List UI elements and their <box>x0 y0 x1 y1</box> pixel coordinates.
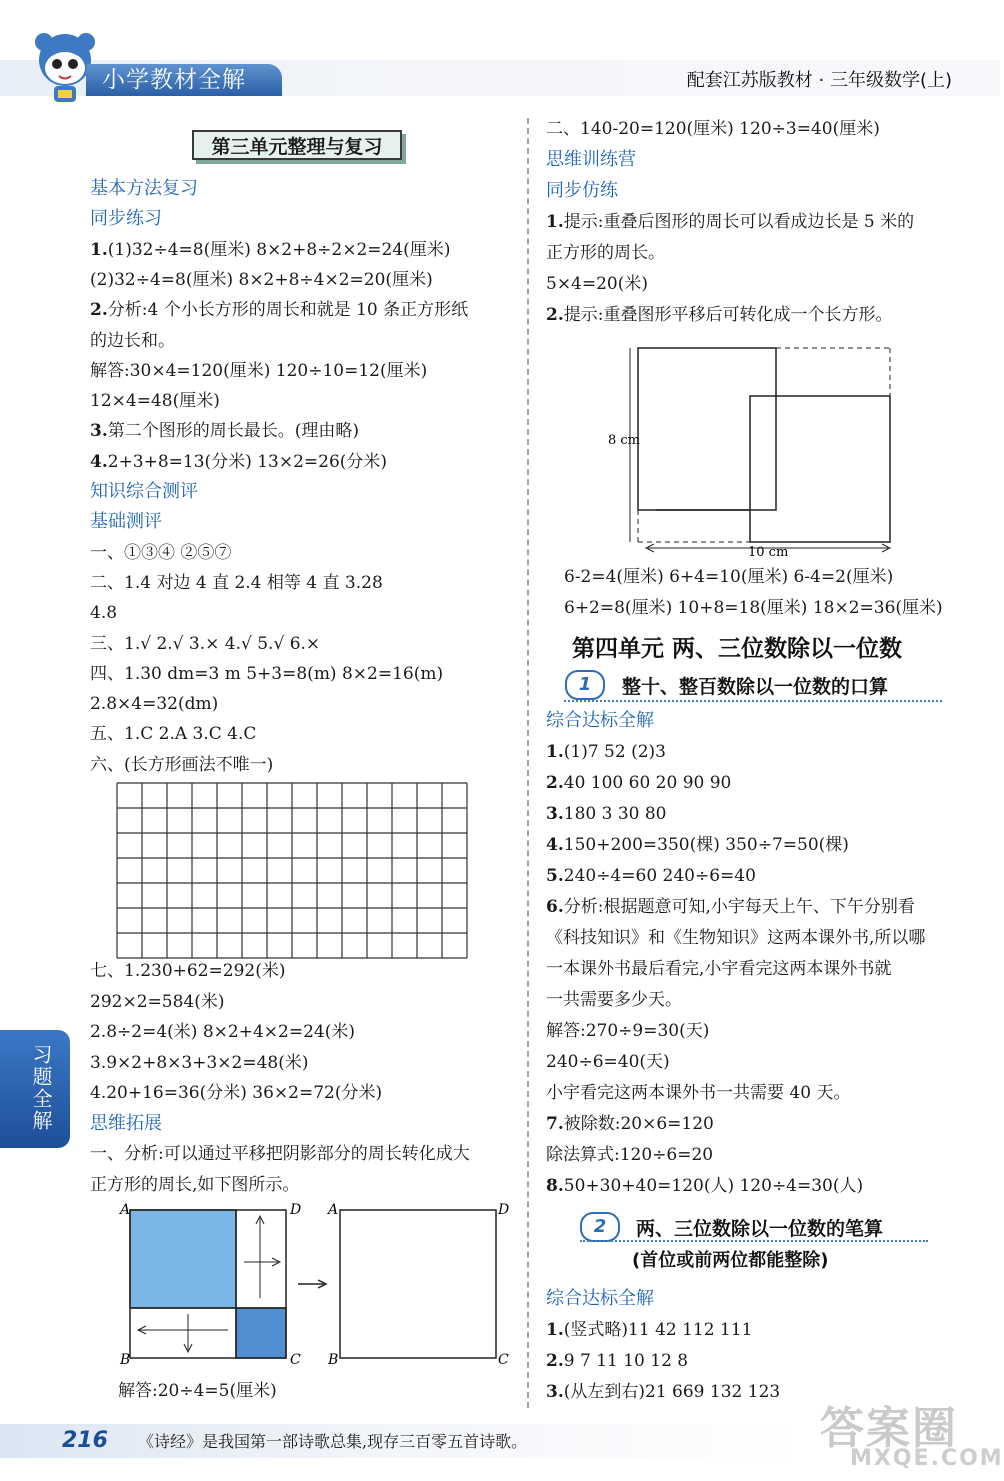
section-heading <box>90 481 198 503</box>
item-number: 3. <box>90 421 108 442</box>
section-2-subtitle: (首位或前两位都能整除) <box>632 1250 829 1271</box>
line-text: 9 7 11 10 12 8 <box>563 1351 689 1371</box>
answer-line <box>90 572 383 594</box>
line-text: 一、①③④ ②⑤⑦ <box>90 542 232 563</box>
section-heading <box>90 208 162 230</box>
answer-line <box>90 330 175 352</box>
fig-label-b2: B <box>328 1352 339 1368</box>
line-text: 第二个图形的周长最长。(理由略) <box>107 421 360 442</box>
fig-label-c2: C <box>498 1352 509 1368</box>
brand-tab: 小学教材全解 <box>86 64 282 96</box>
fig-label-b: B <box>120 1352 131 1368</box>
side-tab-label: 习题全解 <box>29 1044 53 1132</box>
answer-line <box>90 451 387 473</box>
line-text: 3.9×2+8×3+3×2=48(米) <box>90 1052 309 1073</box>
section-heading <box>90 511 162 533</box>
watermark-url: MXQE.COM <box>850 1446 1004 1471</box>
calc-line-2: 6+2=8(厘米) 10+8=18(厘米) 18×2=36(厘米) <box>564 598 943 618</box>
answer-line <box>90 1174 299 1196</box>
overlap-figure <box>608 340 902 560</box>
line-text: 七、1.230+62=292(米) <box>90 961 286 981</box>
fig-label-d2: D <box>498 1202 510 1218</box>
line-text: 同步仿练 <box>546 180 618 201</box>
line-text: 同步练习 <box>90 208 162 230</box>
item-number: 2. <box>90 300 108 321</box>
answer-bottom: 解答:20÷4=5(厘米) <box>118 1381 277 1401</box>
line-text: (1)32÷4=8(厘米) 8×2+8÷2×2=24(厘米) <box>107 239 451 260</box>
answer-line <box>546 1350 688 1372</box>
line-text: 正方形的周长,如下图所示。 <box>90 1174 300 1195</box>
answer-line <box>90 663 443 685</box>
section-2-badge: 2 <box>580 1212 620 1242</box>
answer-line <box>90 693 218 715</box>
line-text: 二、1.4 对边 4 直 2.4 相等 4 直 3.28 <box>90 572 383 593</box>
line-text: 除法算式:120÷6=20 <box>546 1145 714 1165</box>
line-text: 4.20+16=36(分米) 36×2=72(分米) <box>90 1083 383 1103</box>
line-text: 5×4=20(米) <box>546 274 649 294</box>
section-1-title: 整十、整百数除以一位数的口算 <box>622 676 889 698</box>
fig-height-label: 8 cm <box>608 433 641 448</box>
line-text: 2+3+8=13(分米) 13×2=26(分米) <box>107 451 388 472</box>
section-1-underline <box>564 700 942 702</box>
answer-line <box>546 1113 714 1135</box>
answer-line <box>546 211 914 233</box>
section-box-title: 第三单元整理与复习 <box>192 130 402 160</box>
line-text: (2)32÷4=8(厘米) 8×2+8÷4×2=20(厘米) <box>90 269 433 290</box>
line-text: 四、1.30 dm=3 m 5+3=8(m) 8×2=16(m) <box>90 663 444 684</box>
item-number: 3. <box>546 804 564 824</box>
answer-line <box>90 1143 470 1165</box>
line-text: 正方形的周长。 <box>546 243 665 263</box>
line-text: 解答:30×4=120(厘米) 120÷10=12(厘米) <box>90 360 428 381</box>
answer-line <box>90 299 468 321</box>
section-heading <box>90 1113 162 1135</box>
line-text: 12×4=48(厘米) <box>90 391 220 412</box>
answer-line <box>90 723 256 745</box>
line-text: 三、1.√ 2.√ 3.× 4.√ 5.√ 6.× <box>90 633 321 654</box>
section-heading <box>546 1288 654 1310</box>
answer-line <box>90 960 286 982</box>
answer-line <box>546 958 891 980</box>
answer-line <box>546 927 925 949</box>
line-text: 综合达标全解 <box>546 710 654 731</box>
line-text: (竖式略)11 42 112 111 <box>563 1320 753 1340</box>
answer-line <box>90 390 220 412</box>
line-text: 50+30+40=120(人) 120÷4=30(人) <box>563 1176 864 1196</box>
line-text: 4.8 <box>90 603 118 624</box>
item-number: 6. <box>546 897 564 917</box>
watermark-logo: 答案圈 <box>820 1403 958 1454</box>
fig-width-label: 10 cm <box>748 545 789 560</box>
answer-line <box>546 1319 752 1341</box>
section-heading <box>546 149 636 171</box>
line-text: 的边长和。 <box>90 330 175 351</box>
line-text: 六、(长方形画法不唯一) <box>90 754 274 775</box>
section-1-badge: 1 <box>565 670 605 700</box>
item-number: 1. <box>546 1320 564 1340</box>
item-number: 1. <box>546 742 564 762</box>
line-text: 《科技知识》和《生物知识》这两本课外书,所以哪 <box>546 928 926 948</box>
answer-line <box>546 304 892 326</box>
footer-note: 《诗经》是我国第一部诗歌总集,现存三百零五首诗歌。 <box>138 1432 528 1451</box>
translation-figure <box>118 1200 508 1370</box>
answer-line <box>90 269 433 291</box>
answer-line <box>546 1082 850 1104</box>
item-number: 1. <box>90 239 108 260</box>
unit-title: 第四单元 两、三位数除以一位数 <box>572 636 903 662</box>
line-text: 思维拓展 <box>90 1112 162 1134</box>
answer-line <box>546 1051 670 1073</box>
answer-line <box>90 1021 355 1043</box>
section-heading <box>546 710 654 732</box>
line-text: 一本课外书最后看完,小宇看完这两本课外书就 <box>546 959 892 979</box>
item-number: 2. <box>546 305 564 325</box>
line-text: 240÷6=40(天) <box>546 1052 670 1072</box>
answer-line <box>546 772 731 794</box>
answer-line <box>90 754 273 776</box>
answer-line <box>546 741 666 763</box>
answer-line <box>546 1381 780 1403</box>
line-text: 240÷4=60 240÷6=40 <box>563 866 756 886</box>
item-number: 8. <box>546 1176 564 1196</box>
answer-line <box>546 1020 709 1042</box>
line-text: 2.8÷2=4(米) 8×2+4×2=24(米) <box>90 1022 355 1042</box>
line-text: 小宇看完这两本课外书一共需要 40 天。 <box>546 1083 851 1103</box>
line-text: 一、分析:可以通过平移把阴影部分的周长转化成大 <box>90 1144 470 1164</box>
line-text: 40 100 60 20 90 90 <box>563 773 732 793</box>
fig-label-d: D <box>290 1202 302 1218</box>
answer-line <box>90 991 224 1013</box>
answer-line <box>546 242 665 264</box>
line-text: 提示:重叠后图形的周长可以看成边长是 5 米的 <box>563 212 915 232</box>
column-divider <box>527 118 529 1408</box>
line-text: 分析:根据题意可知,小宇每天上午、下午分别看 <box>563 897 915 917</box>
answer-line <box>546 865 756 887</box>
grid-figure <box>116 782 468 958</box>
item-number: 1. <box>546 212 564 232</box>
line-text: 2.8×4=32(dm) <box>90 694 219 715</box>
fig-label-a2: A <box>328 1202 339 1218</box>
line-text: 解答:270÷9=30(天) <box>546 1021 710 1041</box>
fig-label-c: C <box>290 1352 301 1368</box>
answer-line <box>90 602 117 624</box>
item-number: 3. <box>546 1382 564 1402</box>
section-2-underline <box>580 1240 928 1242</box>
line-text: 基础测评 <box>90 511 162 533</box>
answer-line <box>546 989 682 1011</box>
line-text: 二、140-20=120(厘米) 120÷3=40(厘米) <box>546 119 880 139</box>
answer-line <box>90 633 320 655</box>
line-text: (1)7 52 (2)3 <box>563 742 666 762</box>
item-number: 4. <box>90 451 108 472</box>
line-text: 知识综合测评 <box>90 481 198 502</box>
answer-line <box>90 239 450 261</box>
answer-line <box>546 834 849 856</box>
item-number: 2. <box>546 1351 564 1371</box>
line-text: 思维训练营 <box>546 149 636 170</box>
line-text: 一共需要多少天。 <box>546 990 682 1010</box>
line-text: 基本方法复习 <box>90 178 198 199</box>
item-number: 5. <box>546 866 564 886</box>
line-text: 分析:4 个小长方形的周长和就是 10 条正方形纸 <box>107 300 469 321</box>
item-number: 4. <box>546 835 564 855</box>
answer-line <box>546 1175 863 1197</box>
answer-line <box>546 118 880 140</box>
answer-line <box>90 1082 382 1104</box>
page-number: 216 <box>62 1428 108 1453</box>
line-text: 292×2=584(米) <box>90 991 225 1012</box>
line-text: 提示:重叠图形平移后可转化成一个长方形。 <box>563 305 893 325</box>
section-heading <box>546 180 618 202</box>
section-2-title: 两、三位数除以一位数的笔算 <box>636 1218 884 1240</box>
line-text: 180 3 30 80 <box>563 804 667 824</box>
answer-line <box>546 896 915 918</box>
section-heading <box>90 178 198 200</box>
line-text: 五、1.C 2.A 3.C 4.C <box>90 724 257 745</box>
line-text: 被除数:20×6=120 <box>563 1114 714 1134</box>
answer-line <box>546 1144 713 1166</box>
calc-line-1: 6-2=4(厘米) 6+4=10(厘米) 6-4=2(厘米) <box>564 567 894 587</box>
item-number: 2. <box>546 773 564 793</box>
answer-line <box>546 273 648 295</box>
item-number: 7. <box>546 1114 564 1134</box>
answer-line <box>90 420 359 442</box>
answer-line <box>546 803 667 825</box>
answer-line <box>90 1052 308 1074</box>
answer-line <box>90 542 231 564</box>
line-text: 综合达标全解 <box>546 1288 654 1309</box>
answer-line <box>90 360 427 382</box>
book-info: 配套江苏版教材 · 三年级数学(上) <box>686 70 952 91</box>
line-text: 150+200=350(棵) 350÷7=50(棵) <box>563 835 849 855</box>
fig-label-a: A <box>120 1202 131 1218</box>
line-text: (从左到右)21 669 132 123 <box>563 1382 781 1402</box>
